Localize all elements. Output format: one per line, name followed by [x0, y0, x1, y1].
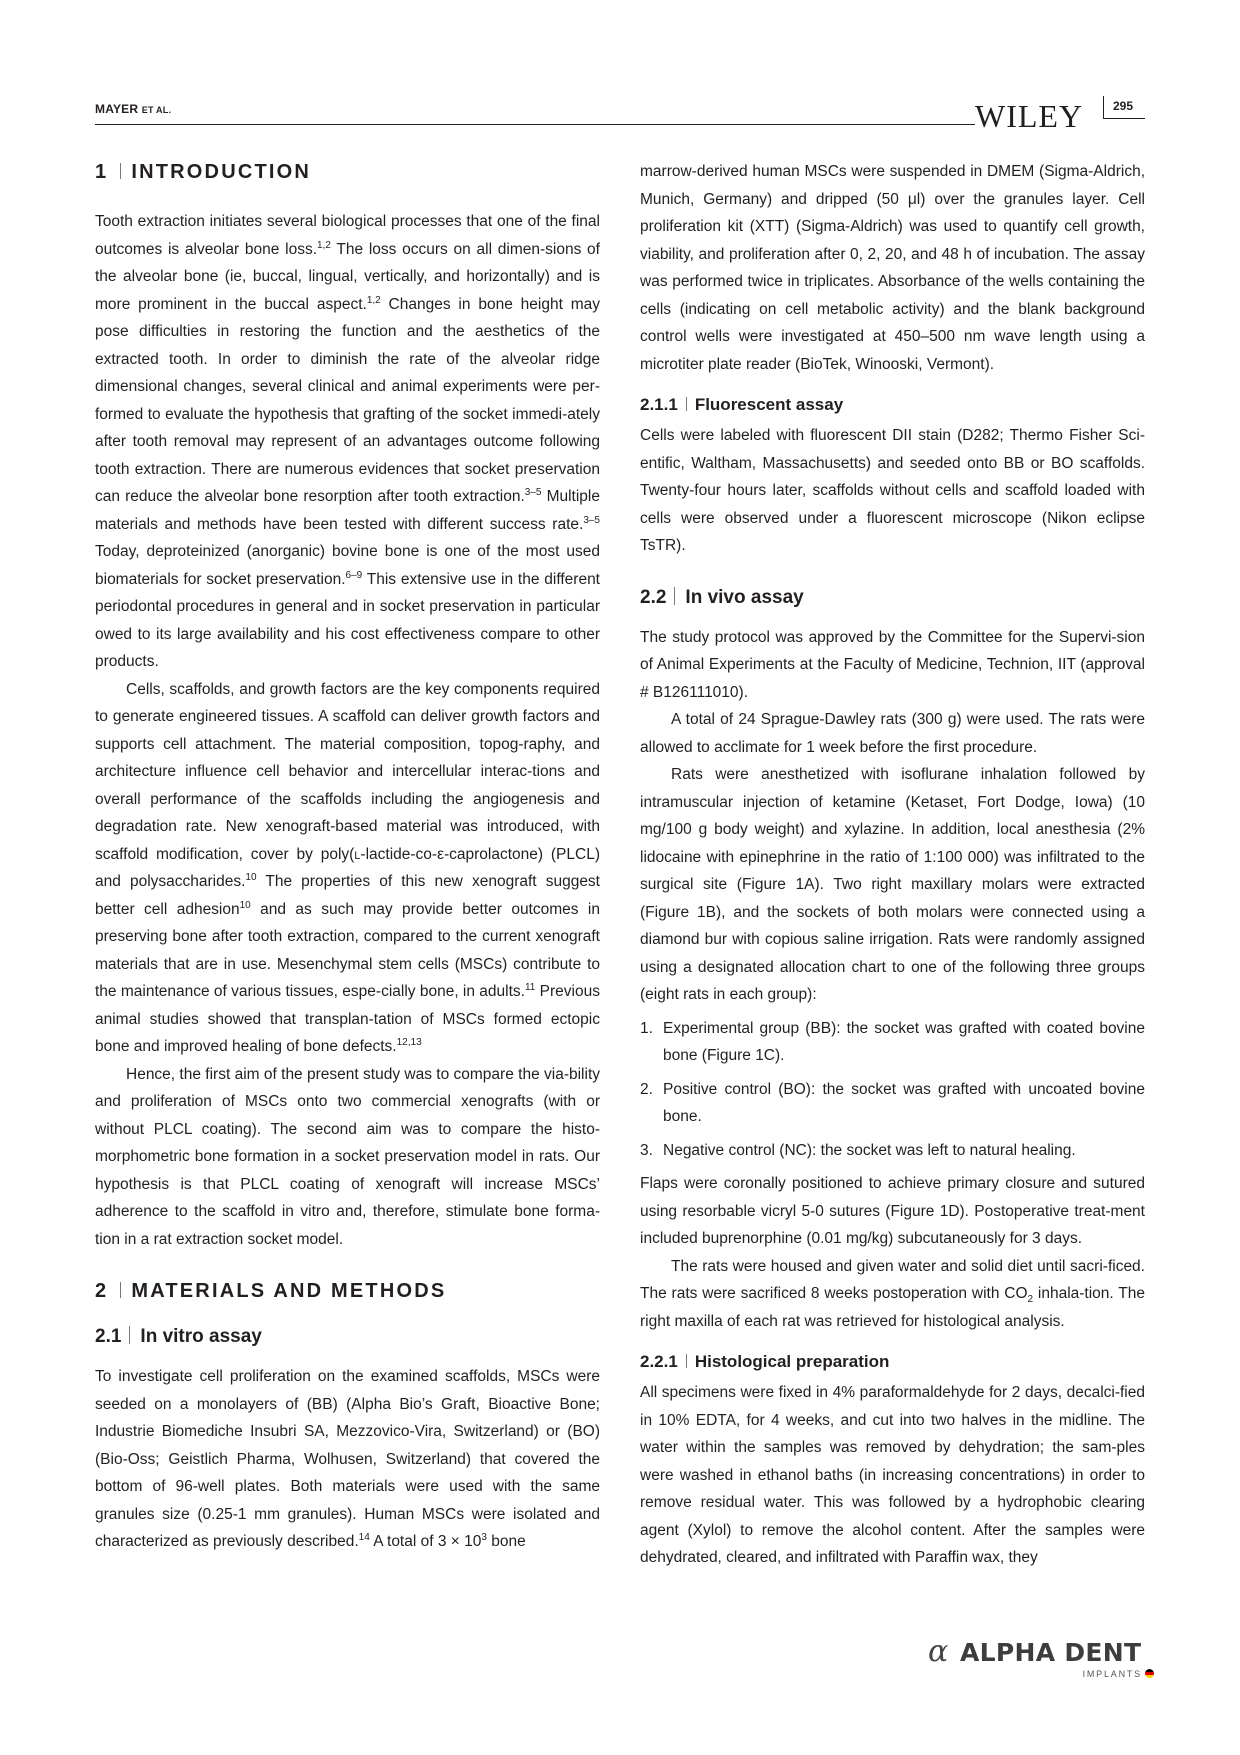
subsection-number: 2.1	[95, 1326, 122, 1347]
in-vitro-paragraph: To investigate cell proliferation on the examined scaffolds, MSCs were seeded on a monolayers of (BB) (Alpha Bio’s Graft, Bioactive Bone; Industrie Biomediche Insubri SA, Mezzovico-Vira, Switzerland) or (BO) (Bio-Oss; Geistlich Pharma, Wolhusen, Switzerland) that covered the bottom of 96-well plates. Both materials were used with the same granules size (0.25-1 mm granules). Human MSCs were isolated and characterized as previously described.$^{14}$ A total of $3 \times 10^3$ bone	[95, 1368, 600, 1550]
list-item: 3. Negative control (NC): the socket was left to natural healing.	[640, 1141, 1076, 1159]
column-break-text: bone	[486, 1533, 526, 1550]
page-number-rule	[1103, 118, 1145, 119]
histology-paragraph: All specimens were fixed in 4% paraformaldehyde for 2 days, decalci-fied in 10% EDTA, for 4 weeks, and cut into two halves in the midline. The water within the samples was removed by dehydration; the sam-ples were washed in ethanol baths (in increasing concentrations) in order to remove residual water. This was followed by a hydrophobic clearing agent (Xylol) to remove the alcohol content. After the samples were dehydrated, cleared, and infiltrated with Paraffin wax, they	[640, 1384, 1145, 1566]
section-number: 2	[95, 1280, 109, 1302]
citation[interactable]: 1,2	[317, 239, 331, 251]
page-number: 295	[1113, 99, 1134, 113]
section-title: MATERIALS AND METHODS	[131, 1280, 447, 1302]
intro-paragraph-3: Hence, the first aim of the present study was to compare the via-bility and proliferation of MSCs onto two commercial xenografts (with or without PLCL coating). The second aim was to compare the histo-morphometric bone formation in a socket preservation model in rats. Our hypothesis is that PLCL coating of xenograft will increase MSCs’ adherence to the scaffold in vitro and, therefore, stimulate bone forma-tion in a rat extraction socket model.	[95, 1065, 600, 1248]
intro-paragraph-1: Tooth extraction initiates several biological processes that one of the final outcomes is alveolar bone loss.$^{1,2}$ The loss occurs on all dimen-sions of the alveolar bone (ie, buccal, lingual, vertically, and horizontally) and is more prominent in the buccal aspect.$^{1,2}$ Changes in bone height may pose difficulties in restoring the function and the aesthetics of the extracted tooth. In order to diminish the rate of the alveolar ridge dimensional changes, several clinical and animal experiments were per-formed to evaluate the hypothesis that grafting of the socket immedi-ately after tooth removal may represent of an advantages outcome following tooth extraction. There are numerous evidences that socket preservation can reduce the alveolar bone resorption after tooth extraction.$^{3-5}$ Multiple materials and methods have been tested with different success rate.$^{3-5}$ Today, deproteinized (anorganic) bovine bone is one of the most used biomaterials for socket preservation.$^{6-9}$ This extensive use in the different periodontal procedures in general and in socket preservation in particular owed to its large availability and his cost effectiveness compare to other products.	[95, 213, 600, 670]
subsubsection-heading-fluorescent	[640, 394, 1145, 416]
subsubsection-heading-histology	[640, 1351, 1145, 1373]
author-suffix: ET AL.	[141, 105, 172, 115]
subsection-title: In vivo assay	[685, 586, 804, 608]
brand-tagline: IMPLANTS	[1082, 1669, 1142, 1679]
subsection-heading-in-vitro	[95, 1325, 600, 1349]
heading-divider	[120, 1282, 121, 1298]
list-item: 2. Positive control (BO): the socket was grafted with uncoated bovine bone.	[640, 1080, 1145, 1125]
alpha-symbol-icon: α	[928, 1634, 949, 1669]
citation[interactable]: 6–9	[345, 569, 363, 581]
citation[interactable]: 3–5	[524, 486, 542, 498]
citation[interactable]: 11	[524, 981, 536, 993]
heading-divider	[686, 1354, 687, 1368]
citation[interactable]: 12,13	[396, 1036, 422, 1048]
heading-divider	[674, 587, 675, 605]
right-column	[640, 158, 1145, 1572]
exponent: 3	[481, 1531, 487, 1543]
subsection-heading-in-vivo	[640, 586, 1145, 610]
in-vivo-paragraph-5: The rats were housed and given water and solid diet until sacri-ficed. The rats were sacrificed 8 weeks postoperation with $CO_2$ inhala-tion. The right maxilla of each rat was retrieved for histological analysis.	[640, 1257, 1145, 1330]
heading-divider	[686, 397, 687, 411]
heading-divider	[120, 163, 121, 179]
in-vivo-paragraph-4: Flaps were coronally positioned to achieve primary closure and sutured using resorbable vicryl 5-0 sutures (Figure 1D). Postoperative treat-ment included buprenorphine (0.01 mg/kg) subcutaneously for 3 days.	[640, 1175, 1145, 1247]
running-head	[95, 102, 171, 116]
page-header	[95, 96, 1145, 134]
section-heading-materials-methods	[95, 1279, 600, 1303]
subsubsection-number: 2.1.1	[640, 395, 678, 414]
in-vivo-paragraph-1: The study protocol was approved by the Committee for the Supervi-sion of Animal Experiments at the Faculty of Medicine, Technion, IIT (approval # B126111010).	[640, 628, 1145, 701]
section-title: INTRODUCTION	[131, 161, 312, 183]
citation[interactable]: 10	[239, 899, 251, 911]
group-list	[640, 1015, 1145, 1165]
header-rule	[95, 124, 975, 125]
section-heading-introduction	[95, 160, 600, 184]
section-number: 1	[95, 161, 109, 183]
citation[interactable]: 1,2	[366, 294, 381, 306]
subsection-title: In vitro assay	[140, 1326, 262, 1347]
subsubsection-number: 2.2.1	[640, 1352, 678, 1371]
subsubsection-title: Histological preparation	[694, 1352, 890, 1371]
german-flag-icon	[1145, 1669, 1154, 1678]
list-item: 1. Experimental group (BB): the socket was grafted with coated bovine bone (Figure 1C).	[640, 1019, 1145, 1064]
publisher-logo: WILEY	[975, 98, 1084, 134]
page-number-divider	[1103, 96, 1104, 118]
in-vitro-paragraph-continued: marrow-derived human MSCs were suspended in DMEM (Sigma-Aldrich, Munich, Germany) and dripped (50 μl) over the granules layer. Cell proliferation kit (XTT) (Sigma-Aldrich) was used to quantify cell growth, viability, and proliferation after 0, 2, 20, and 48 h of incubation. The assay was performed twice in triplicates. Absorbance of the wells containing the cells (indicating on cell metabolic activity) and the blank background control wells were investigated at 450–500 nm wave length using a microtiter plate reader (BioTek, Winooski, Vermont).	[640, 163, 1145, 373]
left-column	[95, 160, 600, 1556]
author-name: MAYER	[95, 102, 139, 116]
subsection-number: 2.2	[640, 586, 667, 608]
in-vivo-paragraph-3: Rats were anesthetized with isoflurane inhalation followed by intramuscular injection of ketamine (Ketaset, Fort Dodge, Iowa) (10 mg/100 g body weight) and xylazine. In addition, local anesthesia (2% lidocaine with epinephrine in the ratio of 1:100 000) was infiltrated to the surgical site (Figure 1A). Two right maxillary molars were extracted (Figure 1B), and the sockets of both molars were connected using a diamond bur with copious saline irrigation. Rats were randomly assigned using a designated allocation chart to one of the following three groups (eight rats in each group):	[640, 766, 1145, 1003]
heading-divider	[129, 1326, 130, 1344]
intro-paragraph-2: Cells, scaffolds, and growth factors are the key components required to generate engineered tissues. A scaffold can deliver growth factors and supports cell attachment. The material composition, topog-raphy, and architecture influence cell behavior and intercellular interac-tions and overall performance of the scaffolds including the angiogenesis and degradation rate. New xenograft-based material was introduced, with scaffold modification, cover by poly(l-lactide-co-ε-caprolactone) (PLCL) and polysaccharides.$^{10}$ The properties of this new xenograft suggest better cell adhesion$^{10}$ and as such may provide better outcomes in preserving bone after tooth extraction, compared to the current xenograft materials that are in use. Mesenchymal stem cells (MSCs) contribute to the maintenance of various tissues, espe-cially bone, in adults.$^{11}$ Previous animal studies showed that transplan-tation of MSCs formed ectopic bone and improved healing of bone defects.$^{12,13}$	[95, 680, 600, 1055]
fluorescent-paragraph: Cells were labeled with fluorescent DII stain (D282; Thermo Fisher Sci-entific, Waltham, Massachusetts) and seeded onto BB or BO scaffolds. Twenty-four hours later, scaffolds without cells and scaffold loaded with cells were observed under a fluorescent microscope (Nikon eclipse TsTR).	[640, 427, 1145, 554]
subsubsection-title: Fluorescent assay	[694, 395, 844, 414]
citation[interactable]: 10	[245, 871, 257, 883]
brand-name: ALPHA DENT	[960, 1638, 1142, 1667]
alpha-dent-logo	[928, 1634, 1150, 1688]
citation[interactable]: 14	[358, 1531, 370, 1543]
citation[interactable]: 3–5	[583, 514, 600, 526]
in-vivo-paragraph-2: A total of 24 Sprague-Dawley rats (300 g) were used. The rats were allowed to acclimate for 1 week before the first procedure.	[640, 711, 1145, 756]
